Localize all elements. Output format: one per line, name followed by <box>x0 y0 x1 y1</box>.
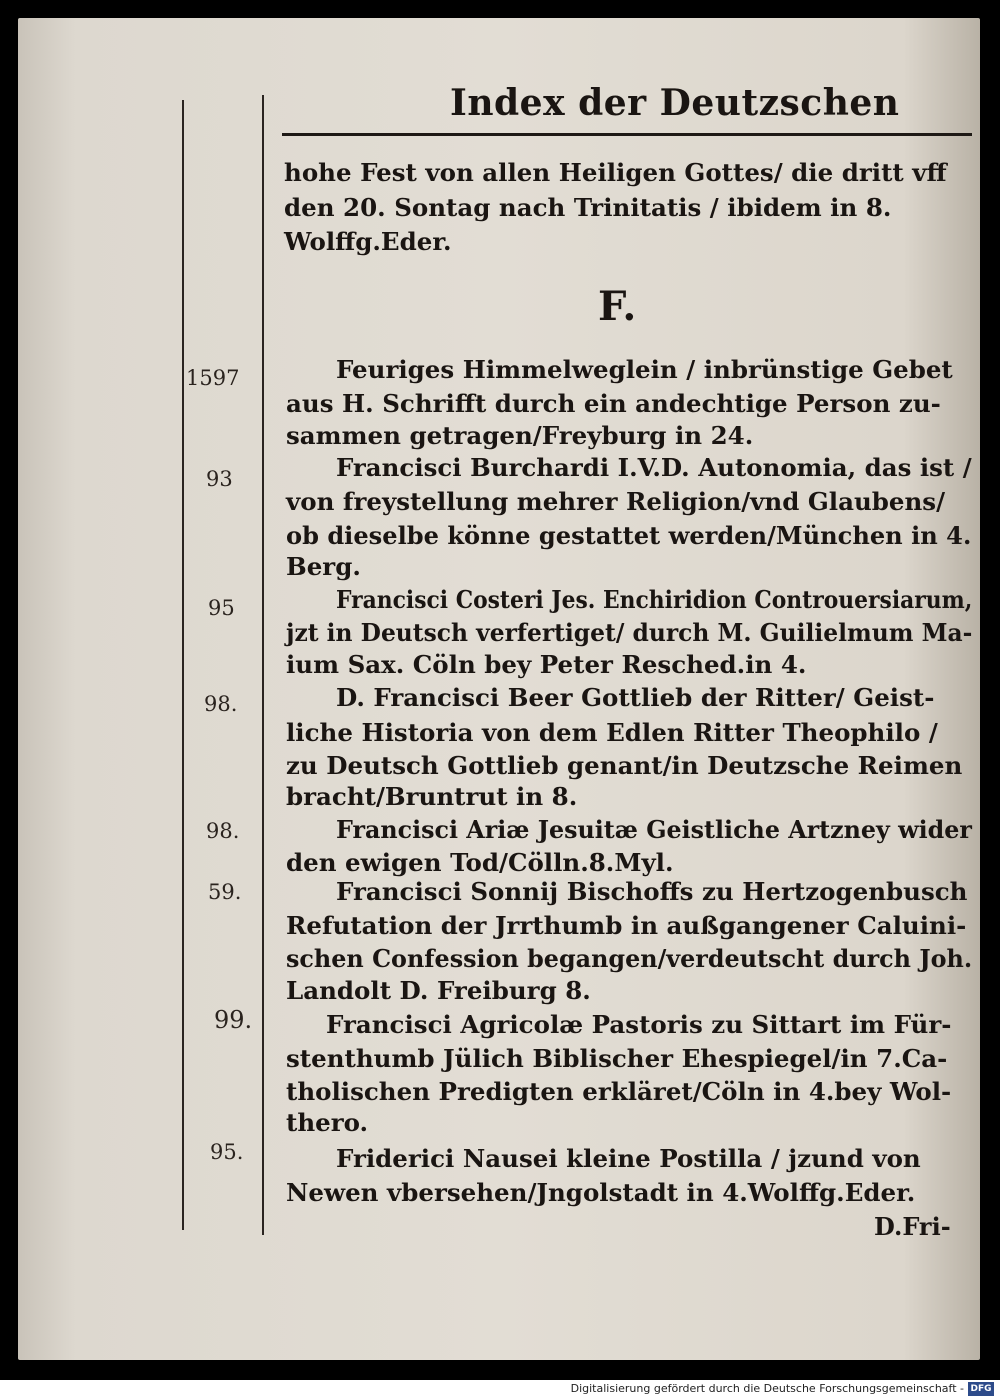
entry-line: den ewigen Tod/Cölln.8.Myl. <box>286 848 674 877</box>
entry-line: liche Historia von dem Edlen Ritter Theophilo / <box>286 718 938 747</box>
section-letter: F. <box>598 283 637 330</box>
entry-line: Francisci Agricolæ Pastoris zu Sittart im Für- <box>326 1010 952 1039</box>
entry-year: 93 <box>206 467 233 491</box>
entry-line: bracht/Bruntrut in 8. <box>286 782 578 811</box>
entry-line: Refutation der Jrrthumb in außgangener Caluini- <box>286 911 967 940</box>
entry-line: Francisci Costeri Jes. Enchiridion Controuersiarum, <box>336 585 973 614</box>
entry-year: 1597 <box>186 366 240 390</box>
entry-line: Berg. <box>286 552 361 581</box>
entry-line: tholischen Predigten erkläret/Cöln in 4.bey Wol- <box>286 1077 952 1106</box>
entry-line: Friderici Nausei kleine Postilla / jzund von <box>336 1144 921 1173</box>
dfg-logo: DFG <box>968 1382 994 1396</box>
entry-line: zu Deutsch Gottlieb genant/in Deutzsche Reimen <box>286 751 963 780</box>
entry-line: D. Francisci Beer Gottlieb der Ritter/ Geist- <box>336 683 935 712</box>
entry-line: Francisci Burchardi I.V.D. Autonomia, das ist / <box>336 453 972 482</box>
inner-vertical-rule <box>262 95 264 1235</box>
entry-line: Francisci Ariæ Jesuitæ Geistliche Artzney wider <box>336 815 972 844</box>
entry-line: schen Confession begangen/verdeutscht durch Joh. <box>286 944 973 973</box>
entry-year: 98. <box>206 819 240 843</box>
entry-line: aus H. Schrifft durch ein andechtige Person zu- <box>286 389 941 418</box>
entry-line: Feuriges Himmelweglein / inbrünstige Gebet <box>336 355 953 384</box>
entry-line: Landolt D. Freiburg 8. <box>286 976 591 1005</box>
left-vertical-rule <box>182 100 184 1230</box>
entry-year: 98. <box>204 692 238 716</box>
entry-line: Newen vbersehen/Jngolstadt in 4.Wolffg.Eder. <box>286 1178 916 1207</box>
catchword: D.Fri- <box>874 1212 951 1241</box>
text-line: hohe Fest von allen Heiligen Gottes/ die dritt vff <box>284 158 947 187</box>
entry-line: stenthumb Jülich Biblischer Ehespiegel/in 7.Ca- <box>286 1044 948 1073</box>
entry-line: ium Sax. Cöln bey Peter Resched.in 4. <box>286 650 807 679</box>
footer-credit: Digitalisierung gefördert durch die Deutsche Forschungsgemeinschaft - <box>570 1382 964 1395</box>
entry-line: sammen getragen/Freyburg in 24. <box>286 421 754 450</box>
head-rule <box>282 133 972 136</box>
text-line: den 20. Sontag nach Trinitatis / ibidem in 8. <box>284 193 892 222</box>
entry-year: 99. <box>214 1006 253 1034</box>
text-line: Wolffg.Eder. <box>284 227 452 256</box>
entry-line: thero. <box>286 1108 369 1137</box>
entry-line: Francisci Sonnij Bischoffs zu Hertzogenbusch <box>336 877 968 906</box>
entry-line: ob dieselbe könne gestattet werden/München in 4. <box>286 521 972 550</box>
running-head: Index der Deutzschen <box>450 82 900 124</box>
entry-line: von freystellung mehrer Religion/vnd Glaubens/ <box>286 487 946 516</box>
entry-year: 59. <box>208 880 242 904</box>
entry-year: 95. <box>210 1140 244 1164</box>
entry-year: 95 <box>208 596 235 620</box>
entry-line: jzt in Deutsch verfertiget/ durch M. Guilielmum Ma- <box>286 618 973 647</box>
footer-bar <box>0 1380 1000 1399</box>
